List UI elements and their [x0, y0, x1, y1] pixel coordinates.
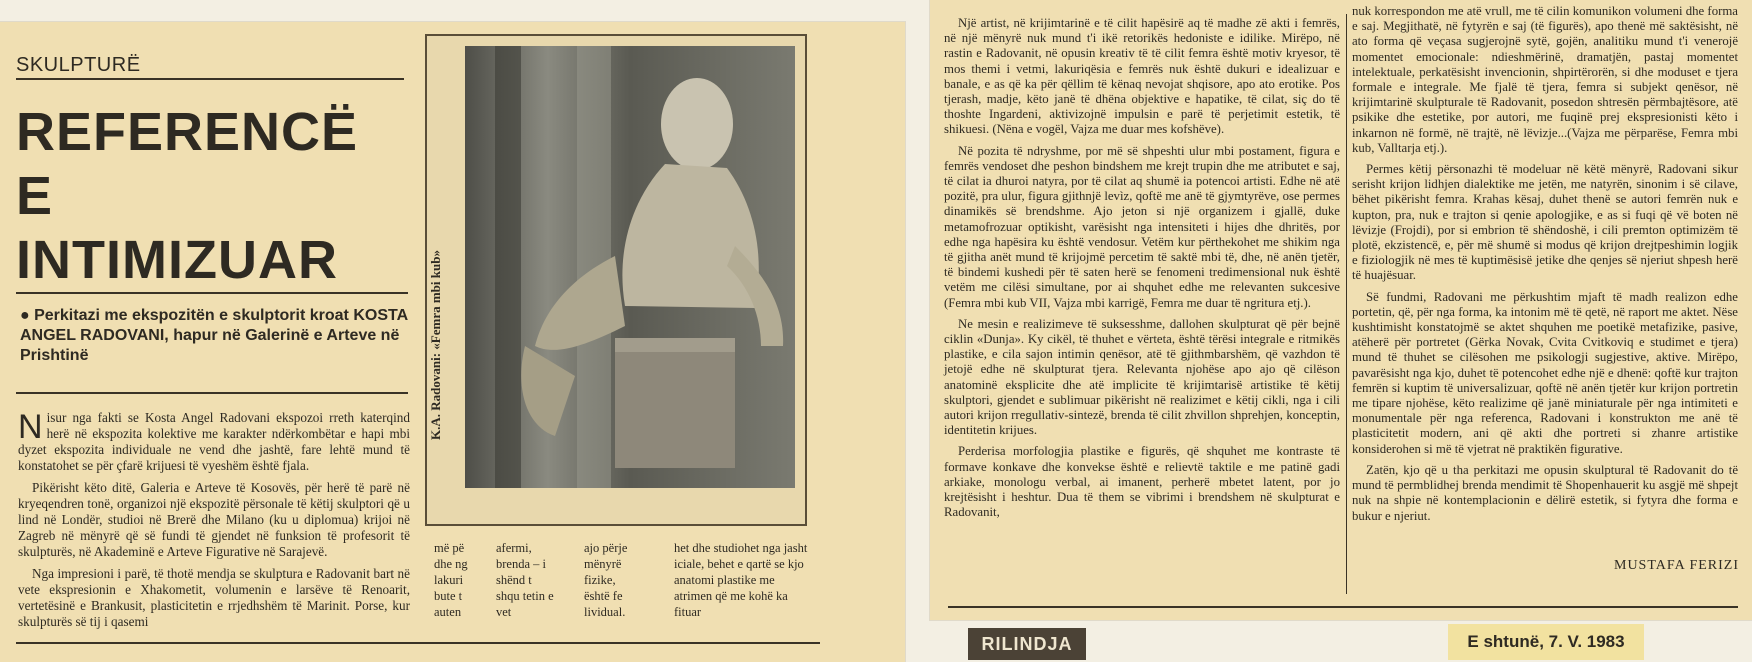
article-column-4	[1352, 4, 1738, 552]
sculpture-photo	[465, 46, 795, 488]
publication-date: E shtunë, 7. V. 1983	[1448, 624, 1644, 660]
article-title	[16, 100, 396, 292]
article-column-1	[18, 408, 410, 629]
bottom-rule	[16, 642, 820, 644]
torn-text-snippet: het dhe studiohet nga jasht iciale, behet e qartë se kjo anatomi plastike me atrimen që me kohë ka fituar	[674, 541, 808, 619]
subhead-rule	[16, 392, 408, 394]
torn-text-snippet: ajo përje mënyrë fizike, është fe lividual.	[584, 541, 628, 619]
section-rule	[16, 78, 404, 80]
headline-rule	[16, 292, 408, 294]
section-label: SKULPTURË	[16, 54, 141, 76]
paragraph: Nisur nga fakti se Kosta Angel Radovani ekspozoi rreth katerqind herë në ekspozita kolektive me karakter ndërkombëtar e hapi mbi dyzet ekspozita individuale ne vend dhe jashtë, fare lehtë mund të konstatohet se për çfarë krijuesi të vyeshëm është fjala.	[18, 408, 410, 473]
paragraph: Zatën, kjo që u tha perkitazi me opusin skulptural të Radovanit do të mund të permblidhej brenda mendimit të Shopenhauerit ku asgjë më shpejt nuk na shpie në kontemplacionin e dëlirë estetik, si fytyra dhe forma e bukur e njeriut.	[1352, 462, 1738, 523]
paragraph: Ne mesin e realizimeve të suksesshme, dallohen skulpturat që për bejnë ciklin «Dunja». Ky cikël, të thuhet e vërteta, është tërësi integrale e ritmikës plastike, e cila sajon intimin qenësor, atë të gjithmbarshëm, që vazhdon të jetojë edhe në skulpturat tjera. Relevanta njohëse apo ajo që cilëson anatominë eksplicite dhe atë implicite të krijimtarisë artistike të këtij skulptori, gjendet e sublimuar pikërisht në realizimet e këtij cikli, nga i cili autori krijon rregullativ-sintezë, brenda të cilit zhvillon shprehjen, konceptin, identitetin krijues.	[944, 316, 1340, 438]
title-line-3: INTIMIZUAR	[16, 230, 338, 290]
column-divider	[1346, 14, 1347, 594]
article-end-rule	[948, 606, 1738, 608]
article-column-3	[944, 16, 1340, 594]
drop-cap: N	[18, 408, 43, 446]
paragraph: nuk korrespondon me atë vrull, me të cilin komunikon volumeni dhe forma e saj. Megjithatë, në fytyrën e saj (të figurës), apo thenë më saktësisht, në ato forma që veçasa sugjerojnë sytë, gojën, analitiku mund t'i venerojë momentet emocionale: ndieshmërinë, dramatjën, pastaj momentet intelektuale, perkatësisht invencionin, shpirtërorën, si dhe moduset e tjera formale e integrale. Me fjalë të tjera, femra si subjekt qenësor, në krijimtarinë skulpturale të Radovanit, posedon shtresën përmbajtësore, atë psikike dhe estetike, por autori, me fuqinë prej ekspresionisti këto i inkarnon në formë, në trajtë, në lëvizje...(Vajza me përparëse, Femra mbi kub, Valltarja etj.).	[1352, 4, 1738, 155]
newspaper-masthead: RILINDJA	[968, 628, 1086, 660]
paragraph: Në pozita të ndryshme, por më së shpeshti ulur mbi postament, figura e femrës vendoset dhe peshon bindshem me krejt trupin dhe me atributet e saj, të cilat ia dhuroi natyra, por të cilat aq shumë ia potencoi artisti. Edhe në atë pozitë, pra ulur, figura gjithnjë levìz, qoftë me anë të gjymtyrëve, ose permes dinamikës së brendshme. Ajo jeton si një organizem i gjallë, duke metamofrozuar optikisht, varësisht nga intensiteti i hijes dhe dhritës, por edhe nga hapësira ku është vendosur. Vetëm kur përthekohet me shikim nga të gjitha anët mund të krijojmë percetim të saktë mbi të, dhe, në anën tjetër, të bindemi kushedi për të saten herë se fenomeni tredimensional nuk është vetëm me cilësi simultane, por ai shquhet edhe me relevanten sukcesive (Femra mbi kub VII, Vajza mbi karrigë, Femra me duar të ngritura etj.).	[944, 143, 1340, 310]
paragraph: Së fundmi, Radovani me përkushtim mjaft të madh realizon edhe portetin, që, për nga forma, ka intonim më të qetë, në raport me aktet. Nëse kushtimisht konstatojmë se aktet shquhen me poetikë metafizike, pasive, atëherë për portretet (Gërka Novak, Cvita Cvitkoviq e studimet e tjera) mund të thuhet se cilësohen me psikologji sugjestive, aktive. Mirëpo, pavarësisht nga kjo, duhet të potencohet edhe një e dhenë: qoftë kur trajton femrën si kuptim të universalizuar, qoftë në anën tjetër kur krijon portretin me tipare njohëse, këto realizime që janë miniaturale për nga intimiteti e monumentale për nga referenca, Radovani i konstrukton me anë të plasticitetit modern, ani që akti dhe portreti si zhanre artistike konsiderohen si më të vjetrat në praktikën figurative.	[1352, 289, 1738, 456]
paragraph: Pikërisht këto ditë, Galeria e Arteve të Kosovës, për herë të parë në kryeqendren tonë, organizoi një ekspozitë përsonale të këtij skulptori që u lind në Londër, studioi në Brerë dhe Milano (ku u diplomua) krijoi në Zagreb në mënyrë që së fundi të gjendet në funksion të profesorit të skulpturës, në Akademinë e Arteve Figurative në Sarajevë.	[18, 480, 410, 559]
title-line-2: E	[16, 166, 54, 226]
torn-text-snippet: më pë dhe ng lakuri bute t auten	[434, 541, 468, 619]
title-line-1: REFERENCË	[16, 102, 359, 162]
paragraph: Perderisa morfologjia plastike e figurës, që shquhet me kontraste të formave konkave dhe konvekse është e relievtë taktile e me patinë gadi arkiake, monologu verbal, ai imanent, perherë mbetet latent, por jo krejtësisht i heshtur. Dua të them se vibrimi i brendshem në skulpturat e Radovanit,	[944, 444, 1340, 520]
photo-caption: K.A. Radovani: «Femra mbi kub»	[428, 250, 443, 440]
paragraph: Nga impresioni i parë, të thotë mendja se skulptura e Radovanit bart në vete ekspresionin e Xhakometit, volumenin e larsëve të Renoarit, vertetësinë e Brankusit, plasticitetin e rrjedhshëm të Marinit. Porse, kur skulpturës së tij i qasemi	[18, 566, 410, 629]
torn-text-snippet: afermi, brenda – i shënd t shqu tetin e vet	[496, 541, 554, 619]
paragraph: Një artist, në krijimtarinë e të cilit hapësirë aq të madhe zë akti i femrës, në një mënyrë nuk mund t'i ikë retorikës hedoniste e idilike. Mirëpo, në rastin e Radovanit, në opusin kreativ të të cilit femra është motiv kryesor, të mos themi i vetmi, lakuriqësia e femrës nuk është dukuri e idealizuar e banale, e as që ka për qëllim të kënaq nevojat shqisore, apo ato erotike. Pos tjerash, madje, këto janë të dhëna objektive e hapatike, të cilat, siç do të thoshte Ingardeni, aktivizojnë impulsin e parë të perjetimit estetik, të shikuesi. (Nëna e vogël, Vajza me duar mes kofshëve).	[944, 16, 1340, 137]
article-subheading: ● Perkitazi me ekspozitën e skulptorit kroat KOSTA ANGEL RADOVANI, hapur në Galerinë e Arteve në Prishtinë	[20, 307, 408, 364]
author-byline: MUSTAFA FERIZI	[1614, 558, 1740, 573]
paragraph: Permes këtij përsonazhi të modeluar në këtë mënyrë, Radovani sikur serisht krijon lidhjen dialektike me jetën, me natyrën, sinonim i së cilave, bëhet pikërisht femra. Krahas kësaj, duhet thenë se autori femrën nuk e kupton, pra, nuk e trajton si qenie apologjike, e as si fuqi që vë boten në lëvizje (Frojdi), por si embrion të shëndoshë, i cili premton optimizëm të plotë, ekzistencë, e, për më shumë si modus që krijon drejtpeshimin logjik e fiziologjik në mes të kuptimësisë jetike dhe qenjes së njeriut shpesh herë të huajësuar.	[1352, 162, 1738, 283]
